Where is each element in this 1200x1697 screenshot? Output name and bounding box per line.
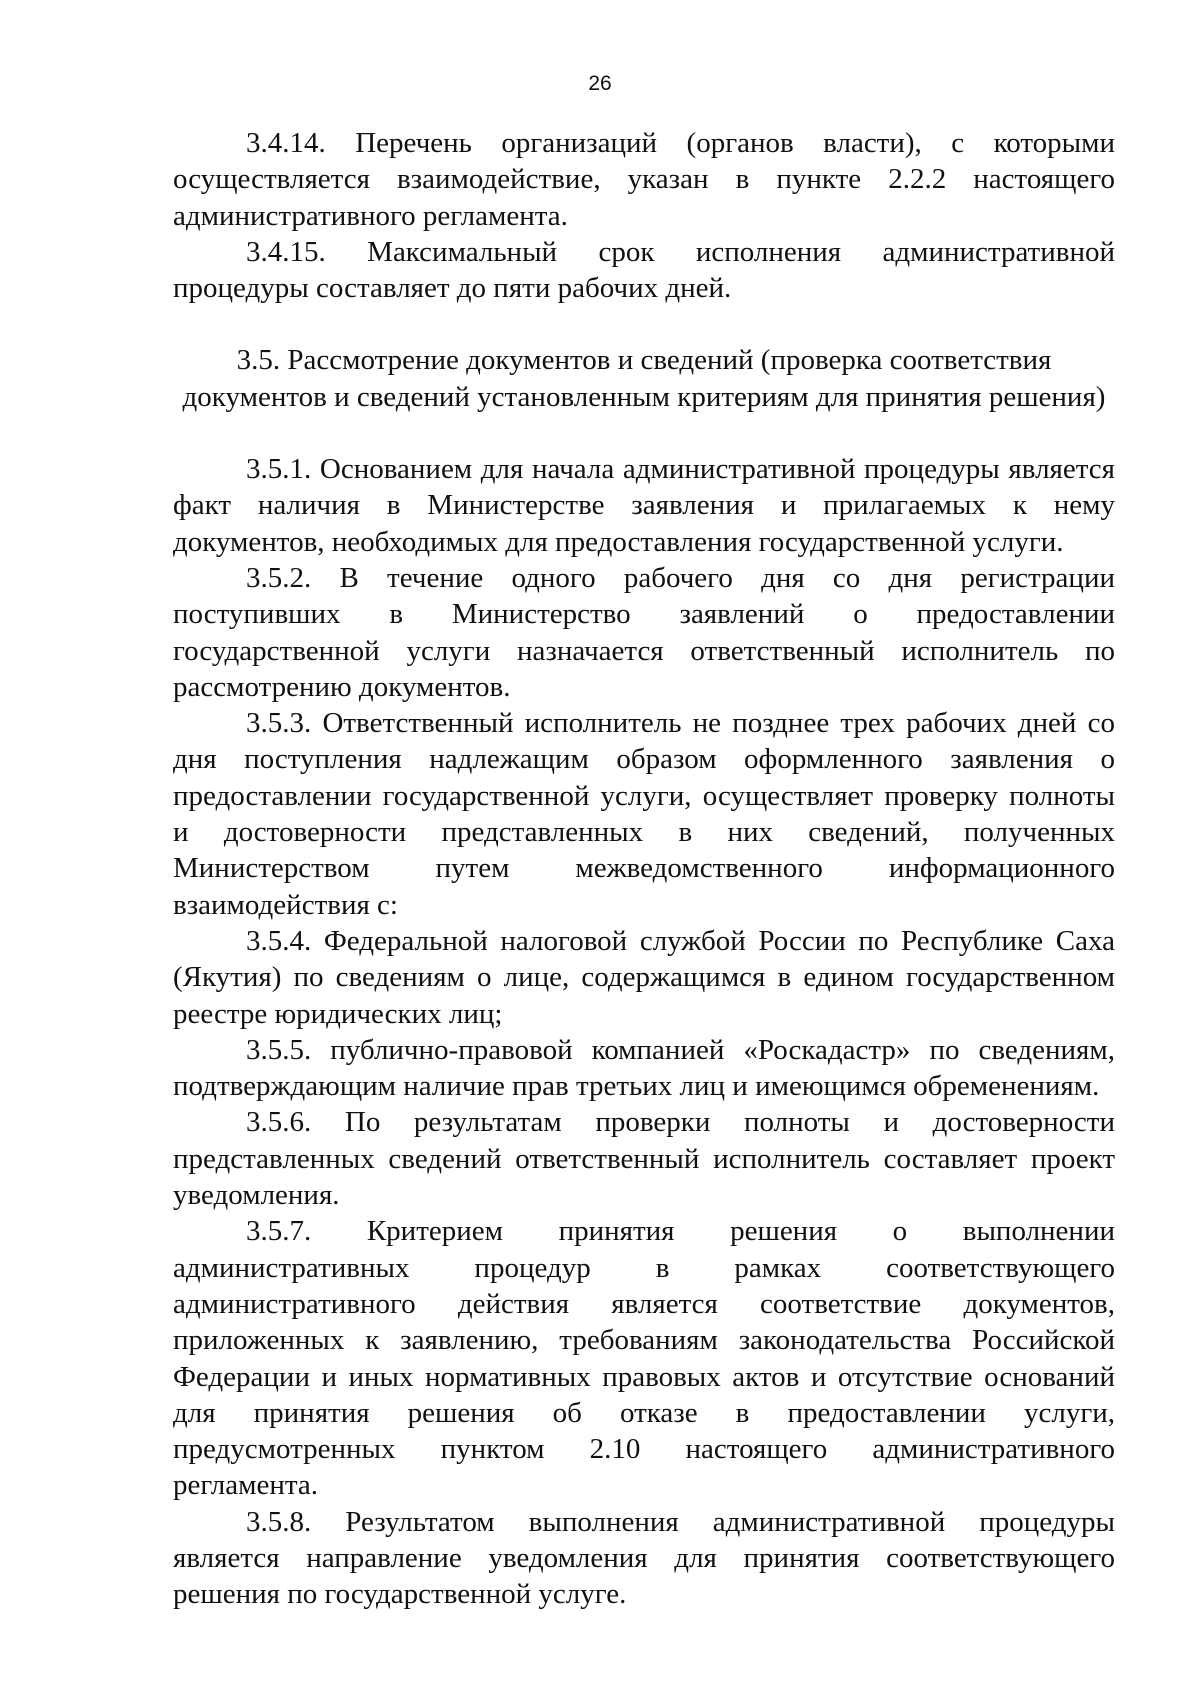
paragraph-3-4-15: 3.4.15. Максимальный срок исполнения административной процедуры составляет до пяти рабочих дней. xyxy=(173,235,1115,305)
section-heading-3-5 xyxy=(173,342,1115,415)
section-heading-line-2: документов и сведений установленным критериям для принятия решения) xyxy=(182,380,1106,413)
paragraph-3-5-4: 3.5.4. Федеральной налоговой службой России по Республике Саха (Якутия) по сведениям о лице, содержащимся в едином государственном реестре юридических лиц; xyxy=(173,924,1115,1030)
section-heading-line-1: 3.5. Рассмотрение документов и сведений (проверка соответствия xyxy=(236,344,1052,377)
page-number: 26 xyxy=(588,72,612,95)
paragraph-3-5-2: 3.5.2. В течение одного рабочего дня со дня регистрации поступивших в Министерство заявлений о предоставлении государственной услуги назначается ответственный исполнитель по рассмотрению документов. xyxy=(173,561,1115,703)
paragraph-3-5-8: 3.5.8. Результатом выполнения административной процедуры является направление уведомления для принятия соответствующего решения по государственной услуге. xyxy=(173,1505,1115,1611)
paragraph-3-5-1: 3.5.1. Основанием для начала административной процедуры является факт наличия в Министерстве заявления и прилагаемых к нему документов, необходимых для предоставления государственной услуги. xyxy=(173,453,1115,558)
paragraph-3-4-14: 3.4.14. Перечень организаций (органов власти), с которыми осуществляется взаимодействие, указан в пункте 2.2.2 настоящего административного регламента. xyxy=(173,127,1115,232)
paragraph-3-5-3: 3.5.3. Ответственный исполнитель не позднее трех рабочих дней со дня поступления надлежащим образом оформленного заявления о предоставлении государственной услуги, осуществляет проверку полноты и достоверности представленных в них сведений, полученных Министерством путем межведомственного информационного взаимодействия с: xyxy=(173,707,1115,921)
paragraph-3-5-6: 3.5.6. По результатам проверки полноты и достоверности представленных сведений ответственный исполнитель составляет проект уведомления. xyxy=(173,1106,1115,1212)
document-body xyxy=(173,125,1115,1613)
paragraph-3-5-5: 3.5.5. публично-правовой компанией «Роскадастр» по сведениям, подтверждающим наличие прав третьих лиц и имеющимся обременениям. xyxy=(173,1033,1115,1103)
paragraph-3-5-7: 3.5.7. Критерием принятия решения о выполнении административных процедур в рамках соответствующего административного действия является соответствие документов, приложенных к заявлению, требованиям законодательства Российской Федерации и иных нормативных правовых актов и отсутствие оснований для принятия решения об отказе в предоставлении услуги, предусмотренных пунктом 2.10 настоящего административного регламента. xyxy=(173,1215,1115,1502)
